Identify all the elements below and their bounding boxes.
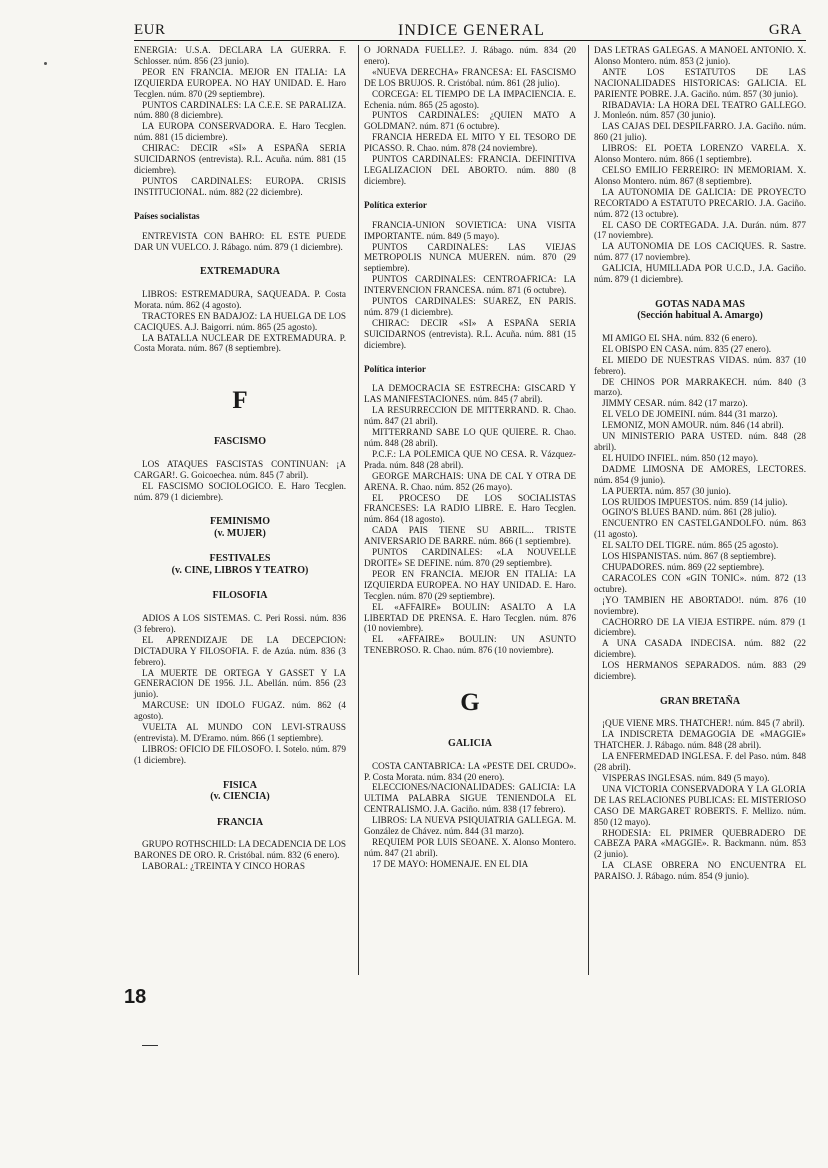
index-entry: LA RESURRECCION DE MITTERRAND. R. Chao. núm. 847 (21 abril).	[364, 405, 576, 427]
index-entry: DADME LIMOSNA DE AMORES, LECTORES. núm. 854 (9 junio).	[594, 463, 806, 485]
index-entry: PUNTOS CARDINALES: LA C.E.E. SE PARALIZA. núm. 880 (8 diciembre).	[134, 99, 346, 121]
section-heading	[134, 817, 346, 829]
index-entry: UN MINISTERIO PARA USTED. núm. 848 (28 abril).	[594, 431, 806, 452]
index-entry: ADIOS A LOS SISTEMAS. C. Peri Rossi. núm. 836 (3 febrero).	[134, 612, 346, 634]
index-entry: DAS LETRAS GALEGAS. A MANOEL ANTONIO. X. Alonso Montero. núm. 853 (2 junio).	[594, 45, 806, 66]
index-entry: LA PUERTA. núm. 857 (30 junio).	[602, 485, 731, 496]
index-entry: EL SALTO DEL TIGRE. núm. 865 (25 agosto).	[602, 540, 779, 551]
index-entry: «NUEVA DERECHA» FRANCESA: EL FASCISMO DE LOS BRUJOS. R. Cristóbal. núm. 861 (28 julio).	[364, 66, 576, 88]
section-heading-note: (v. CIENCIA)	[210, 791, 270, 803]
index-entry: FRANCIA-UNION SOVIETICA: UNA VISITA IMPORTANTE. núm. 849 (5 mayo).	[364, 219, 576, 241]
section-heading-note: (v. MUJER)	[214, 527, 266, 539]
index-entry: OGINO'S BLUES BAND. núm. 861 (28 julio).	[602, 507, 777, 518]
index-entry: PUNTOS CARDINALES: EUROPA. CRISIS INSTITUCIONAL. núm. 882 (22 diciembre).	[134, 175, 346, 197]
running-head-left: EUR	[134, 22, 166, 38]
section-heading-note: (v. CINE, LIBROS Y TEATRO)	[171, 564, 309, 576]
index-entry: PEOR EN FRANCIA. MEJOR EN ITALIA: LA IZQUIERDA EUROPEA. NO HAY UNIDAD. E. Haro. Tecglen. núm. 870 (29 septiembre).	[364, 568, 576, 601]
index-entry: REQUIEM POR LUIS SEOANE. X. Alonso Montero. núm. 847 (21 abril).	[364, 836, 576, 858]
index-entry: O JORNADA FUELLE?. J. Rábago. núm. 834 (20 enero).	[364, 45, 576, 66]
index-entry: MI AMIGO EL SHA. núm. 832 (6 enero).	[602, 332, 758, 343]
index-column-2	[364, 45, 576, 870]
index-entry: PUNTOS CARDINALES: «LA NOUVELLE DROITE» SE DEFINE. núm. 870 (29 septiembre).	[364, 547, 576, 568]
section-heading-title: FEMINISMO	[210, 516, 270, 528]
index-entry: LA AUTONOMIA DE LOS CACIQUES. R. Sastre. núm. 877 (17 noviembre).	[594, 241, 806, 263]
index-entry: LOS HISPANISTAS. núm. 867 (8 septiembre).	[602, 551, 776, 562]
section-heading	[594, 696, 806, 708]
index-entry: CHIRAC: DECIR «SI» A ESPAÑA SERIA SUICIDARNOS (entrevista). R.L. Acuña. núm. 881 (15 diciembre).	[364, 317, 576, 350]
index-entry: CHUPADORES. núm. 869 (22 septiembre).	[602, 561, 765, 572]
subsection-heading: Política interior	[364, 363, 426, 374]
index-entry: EL VELO DE JOMEINI. núm. 844 (31 marzo).	[602, 409, 778, 420]
index-entry: VISPERAS INGLESAS. núm. 849 (5 mayo).	[602, 772, 770, 783]
subsection-heading: Política exterior	[364, 199, 428, 210]
index-entry: LEMONIZ, MON AMOUR. núm. 846 (14 abril).	[602, 420, 784, 431]
index-entry: A UNA CASADA INDECISA. núm. 882 (22 diciembre).	[594, 638, 806, 660]
index-entry: VUELTA AL MUNDO CON LEVI-STRAUSS (entrevista). M. D'Eramo. núm. 866 (1 septiembre).	[134, 722, 346, 743]
index-entry: CARACOLES CON «GIN TONIC». núm. 872 (13 octubre).	[594, 572, 806, 594]
index-entry: UNA VICTORIA CONSERVADORA Y LA GLORIA DE LAS RELACIONES PUBLICAS: EL MISTERIOSO CASO DE MARGARET ROBERTS. F. Mellizo. núm. 850 (12 mayo).	[594, 783, 806, 827]
index-entry: LA AUTONOMIA DE GALICIA: DE PROYECTO RECORTADO A ESTATUTO PRECARIO. J.A. Gaciño. núm. 872 (13 octubre).	[594, 186, 806, 219]
index-entry: ENCUENTRO EN CASTELGANDOLFO. núm. 863 (11 agosto).	[594, 518, 806, 540]
index-entry: LA BATALLA NUCLEAR DE EXTREMADURA. P. Costa Morata. núm. 867 (8 septiembre).	[134, 332, 346, 354]
index-column-3	[594, 45, 806, 882]
section-heading	[364, 738, 576, 750]
alphabet-letter-divider: F	[232, 387, 248, 415]
section-heading-title: FISICA	[223, 779, 257, 791]
index-entry: JIMMY CESAR. núm. 842 (17 marzo).	[602, 398, 748, 409]
section-heading	[134, 516, 346, 539]
index-entry: RHODESIA: EL PRIMER QUEBRADERO DE CABEZA PARA «MAGGIE». R. Backmann. núm. 853 (2 junio).	[594, 827, 806, 860]
index-entry: ENTREVISTA CON BAHRO: EL ESTE PUEDE DAR UN VUELCO. J. Rábago. núm. 879 (1 diciembre).	[134, 230, 346, 252]
section-heading-title: GALICIA	[448, 738, 492, 750]
index-entry: ¡YO TAMBIEN HE ABORTADO!. núm. 876 (10 noviembre).	[594, 594, 806, 616]
index-entry: COSTA CANTABRICA: LA «PESTE DEL CRUDO». P. Costa Morata. núm. 834 (20 enero).	[364, 760, 576, 782]
section-heading-title: EXTREMADURA	[200, 266, 280, 278]
index-entry: GRUPO ROTHSCHILD: LA DECADENCIA DE LOS BARONES DE ORO. R. Cristóbal. núm. 832 (6 enero).	[134, 839, 346, 861]
index-entry: ¡QUE VIENE MRS. THATCHER!. núm. 845 (7 abril).	[602, 718, 805, 729]
index-entry: EL «AFFAIRE» BOULIN: ASALTO A LA LIBERTAD DE PRENSA. E. Haro Tecglen. núm. 876 (10 noviembre).	[364, 601, 576, 634]
index-entry: CELSO EMILIO FERREIRO: IN MEMORIAM. X. Alonso Montero. núm. 867 (8 septiembre).	[594, 164, 806, 186]
section-heading-title: FRANCIA	[216, 816, 264, 828]
index-entry: LIBROS: OFICIO DE FILOSOFO. I. Sotelo. núm. 879 (1 diciembre).	[134, 743, 346, 765]
section-heading-title: GOTAS NADA MAS	[655, 298, 745, 310]
section-heading	[134, 780, 346, 803]
index-entry: PUNTOS CARDINALES: LAS VIEJAS METROPOLIS NUNCA MUEREN. núm. 870 (29 septiembre).	[364, 241, 576, 274]
alphabet-letter-divider: G	[460, 689, 480, 717]
page-number: 18	[124, 986, 147, 1008]
index-entry: PUNTOS CARDINALES: FRANCIA. DEFINITIVA LEGALIZACION DEL ABORTO. núm. 880 (8 diciembre).	[364, 154, 576, 186]
index-entry: LOS HERMANOS SEPARADOS. núm. 883 (29 diciembre).	[594, 660, 806, 682]
section-heading	[134, 436, 346, 448]
index-entry: LAS CAJAS DEL DESPILFARRO. J.A. Gaciño. núm. 860 (21 julio).	[594, 121, 806, 143]
index-entry: LA CLASE OBRERA NO ENCUENTRA EL PARAISO. J. Rábago. núm. 854 (9 junio).	[594, 860, 806, 882]
index-entry: LA MUERTE DE ORTEGA Y GASSET Y LA GENERACION DE 1956. J.L. Abellán. núm. 856 (23 junio).	[134, 667, 346, 700]
index-entry: LA INDISCRETA DEMAGOGIA DE «MAGGIE» THATCHER. J. Rábago. núm. 848 (28 abril).	[594, 729, 806, 751]
section-heading-title: FASCISMO	[213, 436, 267, 448]
index-entry: DE CHINOS POR MARRAKECH. núm. 840 (3 marzo).	[594, 376, 806, 398]
index-entry: EL HUIDO INFIEL. núm. 850 (12 mayo).	[602, 452, 759, 463]
index-entry: EL MIEDO DE NUESTRAS VIDAS. núm. 837 (10 febrero).	[594, 354, 806, 376]
section-heading	[134, 266, 346, 278]
index-entry: RIBADAVIA: LA HORA DEL TEATRO GALLEGO. J. Monleón. núm. 857 (30 junio).	[594, 99, 806, 121]
index-entry: 17 DE MAYO: HOMENAJE. EN EL DIA	[372, 858, 529, 869]
index-entry: GEORGE MARCHAIS: UNA DE CAL Y OTRA DE ARENA. R. Chao. núm. 852 (26 mayo).	[364, 470, 576, 492]
index-entry: PUNTOS CARDINALES: SUAREZ, EN PARIS. núm. 879 (1 diciembre).	[364, 296, 576, 317]
index-entry: TRACTORES EN BADAJOZ: LA HUELGA DE LOS CACIQUES. A.J. Baigorri. núm. 865 (25 agosto).	[134, 310, 346, 332]
index-entry: PEOR EN FRANCIA. MEJOR EN ITALIA: LA IZQUIERDA EUROPEA. NO HAY UNIDAD. E. Haro Tecglen. núm. 870 (29 septiembre).	[134, 66, 346, 99]
index-entry: GALICIA, HUMILLADA POR U.C.D., J.A. Gaciño. núm. 879 (1 diciembre).	[594, 263, 806, 285]
index-entry: P.C.F.: LA POLEMICA QUE NO CESA. R. Vázquez-Prada. núm. 848 (28 abril).	[364, 448, 576, 470]
section-heading-note: (Sección habitual A. Amargo)	[637, 310, 763, 322]
section-heading-title: FILOSOFIA	[212, 590, 268, 602]
index-entry: EL FASCISMO SOCIOLOGICO. E. Haro Tecglen. núm. 879 (1 diciembre).	[134, 480, 346, 502]
scan-speck	[44, 62, 47, 65]
running-head-right: GRA	[768, 22, 802, 38]
index-entry: FRANCIA HEREDA EL MITO Y EL TESORO DE PICASSO. R. Chao. núm. 878 (24 noviembre).	[364, 132, 576, 154]
index-entry: LOS RUIDOS IMPUESTOS. núm. 859 (14 julio).	[602, 496, 788, 507]
section-heading-title: FESTIVALES	[209, 553, 271, 565]
index-entry: EL OBISPO EN CASA. núm. 835 (27 enero).	[602, 343, 772, 354]
index-entry: LOS ATAQUES FASCISTAS CONTINUAN: ¡A CARGAR!. G. Goicoechea. núm. 845 (7 abril).	[134, 458, 346, 480]
index-entry: PUNTOS CARDINALES: ¿QUIEN MATO A GOLDMAN?. núm. 871 (6 octubre).	[364, 110, 576, 132]
index-entry: LIBROS: ESTREMADURA, SAQUEADA. P. Costa Morata. núm. 862 (4 agosto).	[134, 288, 346, 310]
column-divider	[588, 45, 589, 975]
column-divider	[358, 45, 359, 975]
header-rule	[134, 40, 806, 41]
index-entry: ENERGIA: U.S.A. DECLARA LA GUERRA. F. Schlosser. núm. 856 (23 junio).	[134, 45, 346, 66]
index-column-1	[134, 45, 346, 872]
index-entry: LA DEMOCRACIA SE ESTRECHA: GISCARD Y LAS MANIFESTACIONES. núm. 845 (7 abril).	[364, 383, 576, 405]
index-entry: EL PROCESO DE LOS SOCIALISTAS FRANCESES: LA RADIO LIBRE. E. Haro Tecglen. núm. 864 (18 agosto).	[364, 492, 576, 525]
index-entry: MARCUSE: UN IDOLO FUGAZ. núm. 862 (4 agosto).	[134, 700, 346, 722]
index-entry: CHIRAC: DECIR «SI» A ESPAÑA SERIA SUICIDARNOS (entrevista). R.L. Acuña. núm. 881 (15 diciembre).	[134, 143, 346, 175]
index-entry: MITTERRAND SABE LO QUE QUIERE. R. Chao. núm. 848 (28 abril).	[364, 427, 576, 448]
index-entry: ANTE LOS ESTATUTOS DE LAS NACIONALIDADES HISTORICAS: GALICIA. EL PARIENTE POBRE. J.A. Gaciño. núm. 857 (30 junio).	[594, 66, 806, 99]
index-entry: EL APRENDIZAJE DE LA DECEPCION: DICTADURA Y FILOSOFIA. F. de Azúa. núm. 836 (3 febrero).	[134, 634, 346, 667]
footer-rule	[142, 1045, 158, 1046]
index-entry: LIBROS: EL POETA LORENZO VARELA. X. Alonso Montero. núm. 866 (1 septiembre).	[594, 143, 806, 165]
index-entry: CACHORRO DE LA VIEJA ESTIRPE. núm. 879 (1 diciembre).	[594, 616, 806, 638]
index-entry: EL CASO DE CORTEGADA. J.A. Durán. núm. 877 (17 noviembre).	[594, 219, 806, 241]
index-entry: LA ENFERMEDAD INGLESA. F. del Paso. núm. 848 (28 abril).	[594, 751, 806, 773]
section-heading	[134, 553, 346, 576]
index-entry: CORCEGA: EL TIEMPO DE LA IMPACIENCIA. E. Echenia. núm. 865 (25 agosto).	[364, 88, 576, 110]
index-entry: LA EUROPA CONSERVADORA. E. Haro Tecglen. núm. 881 (15 diciembre).	[134, 121, 346, 143]
index-entry: ELECCIONES/NACIONALIDADES: GALICIA: LA ULTIMA PALABRA SIGUE TENIENDOLA EL CENTRALISMO. J.A. Gaciño. núm. 838 (17 febrero).	[364, 782, 576, 815]
section-heading	[134, 590, 346, 602]
section-heading	[594, 299, 806, 322]
subsection-heading: Países socialistas	[134, 210, 200, 221]
running-head-title: INDICE GENERAL	[398, 22, 545, 39]
index-entry: LABORAL: ¿TREINTA Y CINCO HORAS	[142, 860, 305, 871]
index-entry: EL «AFFAIRE» BOULIN: UN ASUNTO TENEBROSO. R. Chao. núm. 876 (10 noviembre).	[364, 634, 576, 656]
index-entry: PUNTOS CARDINALES: CENTROAFRICA: LA INTERVENCION FRANCESA. núm. 871 (6 octubre).	[364, 274, 576, 296]
section-heading-title: GRAN BRETAÑA	[659, 695, 741, 707]
index-entry: LIBROS: LA NUEVA PSIQUIATRIA GALLEGA. M. González de Chávez. núm. 844 (31 marzo).	[364, 815, 576, 837]
index-entry: CADA PAIS TIENE SU ABRIL... TRISTE ANIVERSARIO DE BARRE. núm. 866 (1 septiembre).	[364, 525, 576, 547]
